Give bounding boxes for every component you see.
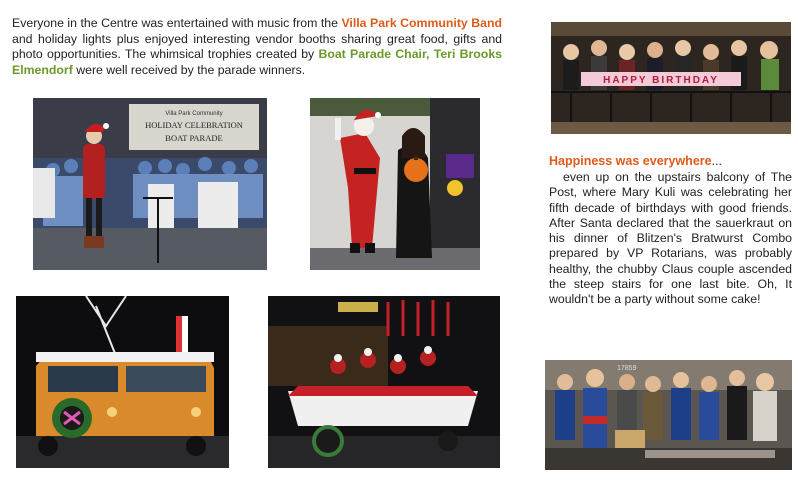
rotary-sign-number: 17859	[617, 365, 637, 372]
banner-line-3: BOAT PARADE	[165, 133, 223, 143]
banner-line-1: Villa Park Community	[165, 111, 223, 117]
vw-van-photo	[16, 296, 229, 468]
story-heading-text: Happiness was everywhere	[549, 154, 712, 168]
banner-line-2: HOLIDAY CELEBRATION	[145, 120, 243, 130]
boat-parade-chair-highlight: Boat Parade Chair, Teri Brooks Elmendorf	[12, 47, 502, 77]
boat-float-photo	[268, 296, 500, 468]
story-heading-ellipsis: ...	[711, 154, 723, 168]
santa-jack-photo	[310, 98, 480, 270]
story-heading	[549, 154, 722, 168]
intro-paragraph	[12, 16, 502, 78]
happy-birthday-banner: HAPPY BIRTHDAY	[603, 75, 719, 86]
balcony-birthday-photo	[551, 22, 791, 134]
intro-text-1: Everyone in the Centre was entertained with music from the	[12, 16, 342, 30]
rotarians-photo	[545, 360, 792, 470]
intro-text-2: and holiday lights plus enjoyed interesting vendor booths sharing great food, gifts and photo opportunities. The whimsical trophies created by	[12, 31, 502, 61]
story-body: even up on the upstairs balcony of The Post, where Mary Kuli was celebrating her fifth decade of birthdays with good friends. After Santa declared that the sauerkraut on his dinner of Blitzen's Bratwurst Combo prepared by VP Rotarians, was probably healthy, the chubby Claus couple ascended the steep stairs for one last bite. Oh, It wouldn't be a party without some cake!	[549, 170, 792, 307]
story-paragraph	[549, 170, 792, 308]
villa-park-band-highlight: Villa Park Community Band	[341, 16, 502, 30]
intro-text-3: were well received by the parade winners.	[72, 62, 306, 77]
band-performance-photo	[33, 98, 267, 270]
